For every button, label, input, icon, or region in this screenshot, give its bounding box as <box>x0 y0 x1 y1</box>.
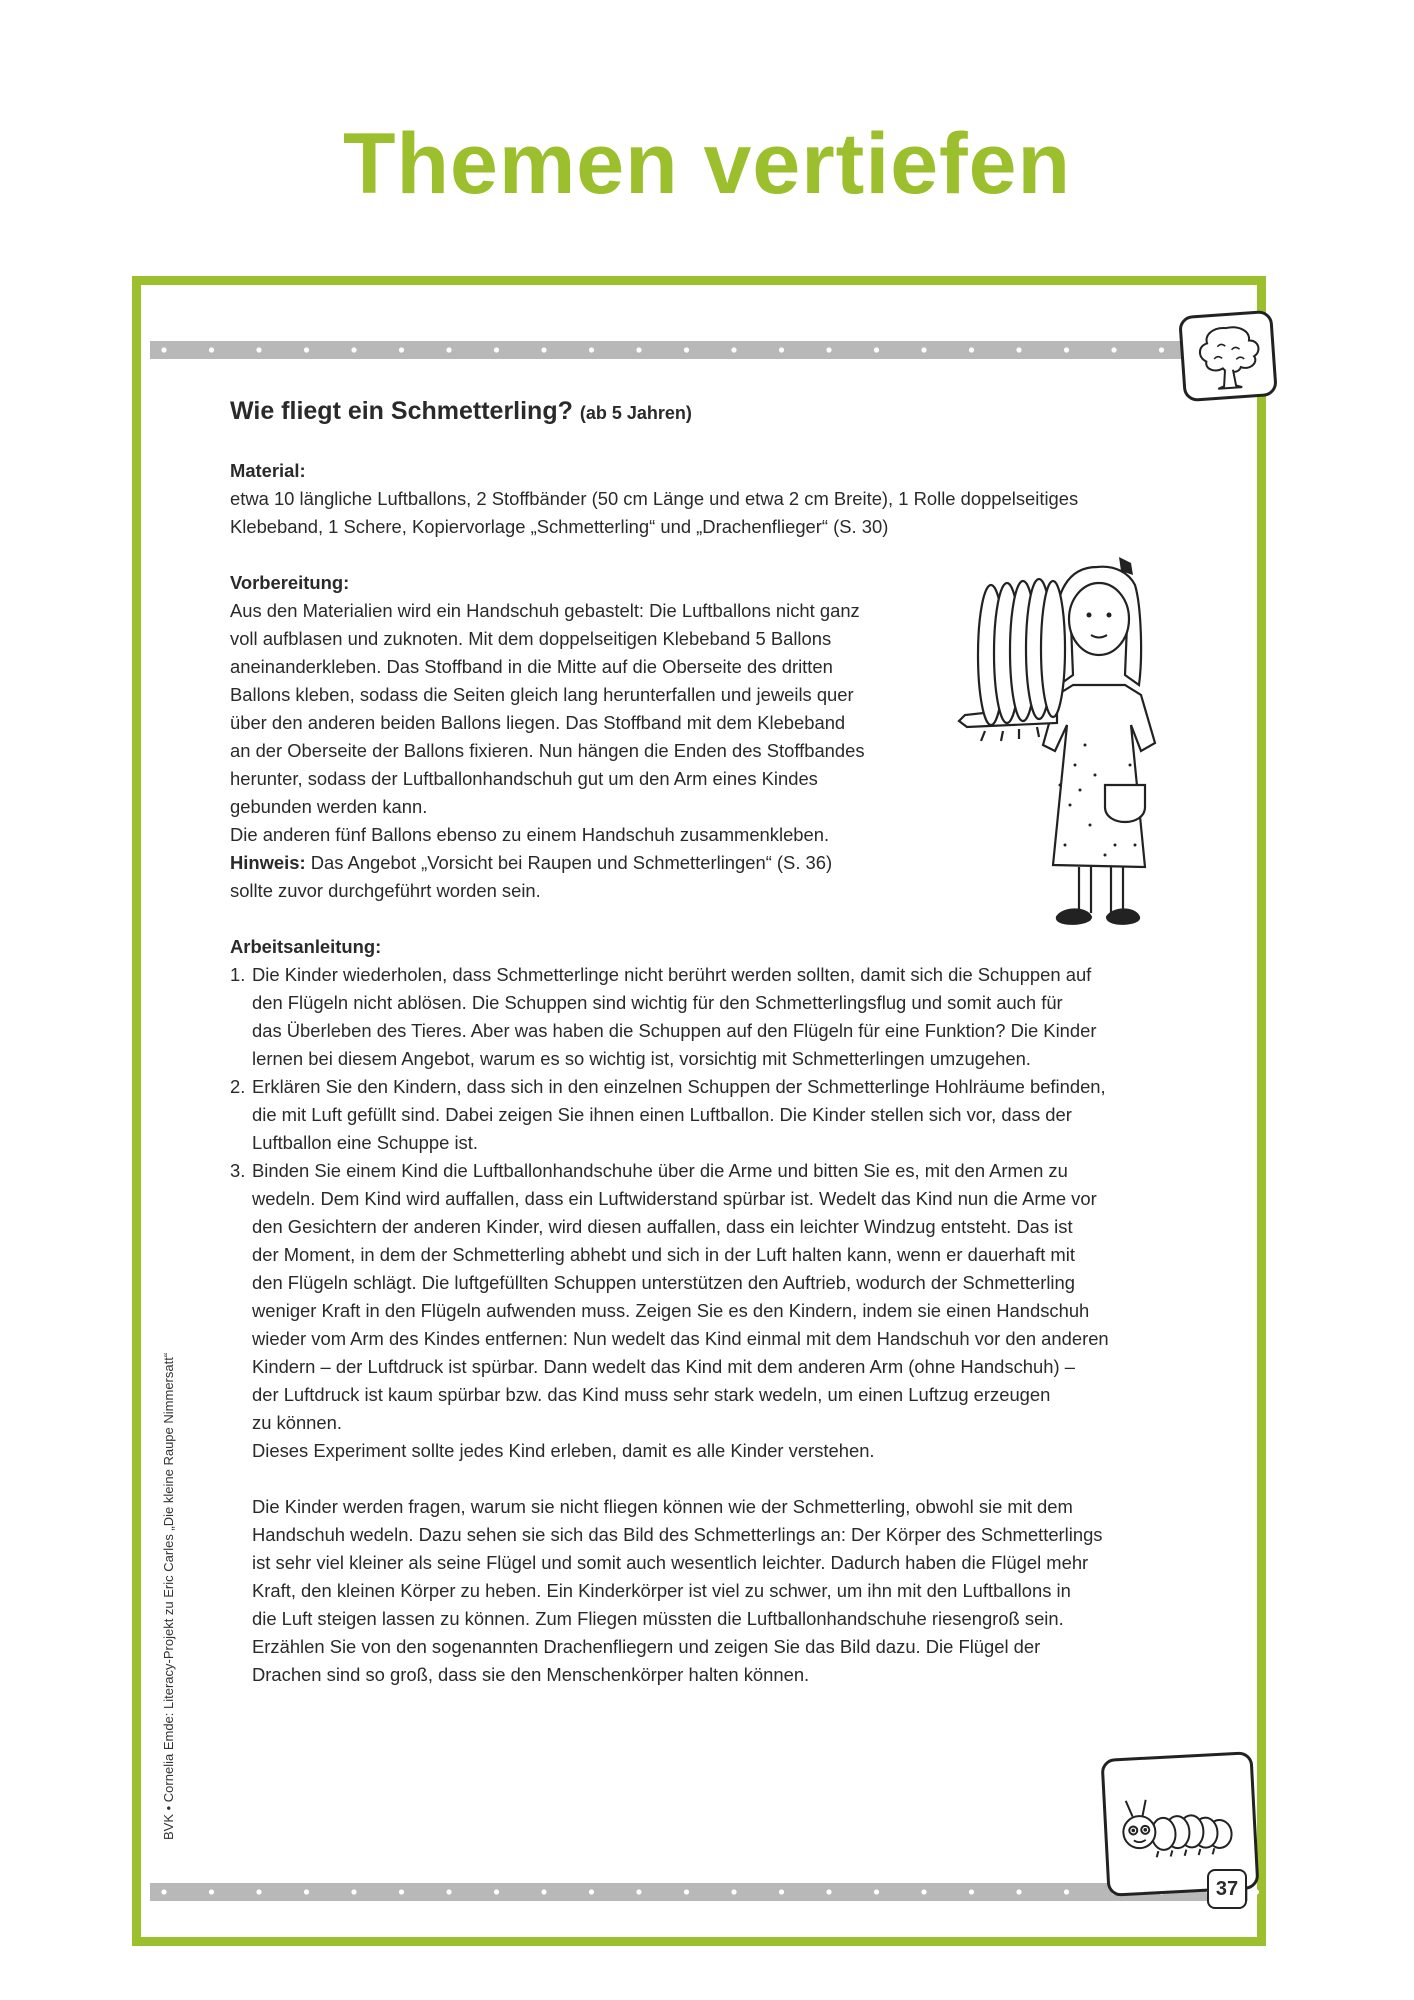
prep-line: über den anderen beiden Ballons liegen. Das Stoffband mit dem Klebeband <box>230 712 846 733</box>
bar-dot <box>446 347 451 352</box>
step-line: wedeln. Dem Kind wird auffallen, dass ein Luftwiderstand spürbar ist. Wedelt das Kind nun die Arme vor <box>252 1188 1097 1209</box>
age-range: (ab 5 Jahren) <box>579 403 692 423</box>
closing-line: ist sehr viel kleiner als seine Flügel und somit auch wesentlich leichter. Dadurch haben die Flügel mehr <box>252 1552 1089 1573</box>
bar-dot <box>541 347 546 352</box>
bar-dot <box>684 347 689 352</box>
bar-dot <box>351 347 356 352</box>
bar-dot <box>161 1889 166 1894</box>
bar-dot <box>494 347 499 352</box>
bar-dot <box>1159 347 1164 352</box>
bar-dot <box>684 1889 689 1894</box>
prep-line: an der Oberseite der Ballons fixieren. Nun hängen die Enden des Stoffbandes <box>230 740 865 761</box>
bar-dot <box>1111 347 1116 352</box>
step-3 <box>230 1157 1190 1465</box>
bar-dot <box>874 347 879 352</box>
closing-line: Drachen sind so groß, dass sie den Menschenkörper halten können. <box>252 1664 810 1685</box>
prep-line: Die anderen fünf Ballons ebenso zu einem Handschuh zusammenkleben. <box>230 824 830 845</box>
prep-line: aneinanderkleben. Das Stoffband in die Mitte auf die Oberseite des dritten <box>230 656 833 677</box>
credit-line: BVK • Cornelia Emde: Literacy-Projekt zu Eric Carles „Die kleine Raupe Nimmersatt“ <box>161 1352 176 1840</box>
bar-dot <box>399 1889 404 1894</box>
prep-line: herunter, sodass der Luftballonhandschuh gut um den Arm eines Kindes <box>230 768 818 789</box>
bar-dot <box>874 1889 879 1894</box>
step-line: Dieses Experiment sollte jedes Kind erleben, damit es alle Kinder verstehen. <box>252 1440 875 1461</box>
bar-dot <box>731 1889 736 1894</box>
activity-heading <box>230 395 1190 429</box>
bar-dot <box>589 347 594 352</box>
hint-line <box>230 849 920 877</box>
material-line: Klebeband, 1 Schere, Kopiervorlage „Schmetterling“ und „Drachenflieger“ (S. 30) <box>230 516 889 537</box>
closing-line: Kraft, den kleinen Körper zu heben. Ein Kinderkörper ist viel zu schwer, um ihn mit den Luftballons in <box>252 1580 1071 1601</box>
step-line: wieder vom Arm des Kindes entfernen: Nun wedelt das Kind einmal mit dem Handschuh vor den anderen <box>252 1328 1109 1349</box>
step-line: die mit Luft gefüllt sind. Dabei zeigen Sie ihnen einen Luftballon. Die Kinder stellen sich vor, dass der <box>252 1104 1072 1125</box>
bar-dot <box>494 1889 499 1894</box>
bar-dot <box>1016 347 1021 352</box>
bar-dot <box>256 1889 261 1894</box>
step-line: Erklären Sie den Kindern, dass sich in den einzelnen Schuppen der Schmetterlinge Hohlräume befinden, <box>252 1076 1106 1097</box>
bar-dot <box>969 1889 974 1894</box>
dotted-bar-top <box>150 341 1248 359</box>
activity-content <box>230 395 1190 1689</box>
bar-dot <box>731 347 736 352</box>
bar-dot <box>304 347 309 352</box>
hint-label: Hinweis: <box>230 852 306 873</box>
preparation-section <box>230 569 920 905</box>
closing-line: Handschuh wedeln. Dazu sehen sie sich das Bild des Schmetterlings an: Der Körper des Schmetterlings <box>252 1524 1103 1545</box>
bar-dot <box>921 347 926 352</box>
step-1 <box>230 961 1190 1073</box>
bar-dot <box>1254 1889 1259 1894</box>
page-number: 37 <box>1207 1869 1247 1909</box>
prep-line: voll aufblasen und zuknoten. Mit dem doppelseitigen Klebeband 5 Ballons <box>230 628 832 649</box>
bar-dot <box>1064 1889 1069 1894</box>
bar-dot <box>1016 1889 1021 1894</box>
dots-bottom <box>150 1883 1266 1901</box>
bar-dot <box>1064 347 1069 352</box>
closing-line: Die Kinder werden fragen, warum sie nicht fliegen können wie der Schmetterling, obwohl sie mit dem <box>252 1496 1073 1517</box>
step-line: lernen bei diesem Angebot, warum es so wichtig ist, vorsichtig mit Schmetterlingen umzugehen. <box>252 1048 1031 1069</box>
activity-title: Wie fliegt ein Schmetterling? <box>230 397 573 425</box>
bar-dot <box>446 1889 451 1894</box>
prep-line: Ballons kleben, sodass die Seiten gleich lang herunterfallen und jeweils quer <box>230 684 854 705</box>
bar-dot <box>636 347 641 352</box>
instructions-label: Arbeitsanleitung: <box>230 936 382 957</box>
tree-icon <box>1178 310 1278 402</box>
step-number: 2. <box>230 1076 246 1097</box>
page-title: Themen vertiefen <box>342 116 1072 212</box>
bar-dot <box>921 1889 926 1894</box>
dotted-bar-bottom <box>150 1883 1248 1901</box>
bar-dot <box>209 1889 214 1894</box>
bar-dot <box>304 1889 309 1894</box>
step-line: der Moment, in dem der Schmetterling abhebt und sich in der Luft halten kann, wenn er dauerhaft mit <box>252 1244 1075 1265</box>
bar-dot <box>779 347 784 352</box>
bar-dot <box>351 1889 356 1894</box>
closing-line: Erzählen Sie von den sogenannten Drachenfliegern und zeigen Sie das Bild dazu. Die Flügel der <box>252 1636 1041 1657</box>
step-number: 1. <box>230 964 246 985</box>
preparation-label: Vorbereitung: <box>230 572 350 593</box>
step-line: Die Kinder wiederholen, dass Schmetterlinge nicht berührt werden sollten, damit sich die Schuppen auf <box>252 964 1092 985</box>
material-label: Material: <box>230 460 306 481</box>
hint-text: Das Angebot „Vorsicht bei Raupen und Schmetterlingen“ (S. 36) <box>310 852 833 873</box>
step-line: Kindern – der Luftdruck ist spürbar. Dann wedelt das Kind mit dem anderen Arm (ohne Handschuh) – <box>252 1356 1075 1377</box>
step-number: 3. <box>230 1160 246 1181</box>
bar-dot <box>589 1889 594 1894</box>
step-line: Binden Sie einem Kind die Luftballonhandschuhe über die Arme und bitten Sie es, mit den Armen zu <box>252 1160 1068 1181</box>
step-line: weniger Kraft in den Flügeln aufwenden muss. Zeigen Sie es den Kindern, indem sie einen Handschuh <box>252 1300 1090 1321</box>
step-line: den Flügeln schlägt. Die luftgefüllten Schuppen unterstützen den Auftrieb, wodurch der Schmetterling <box>252 1272 1075 1293</box>
bar-dot <box>541 1889 546 1894</box>
step-line: Luftballon eine Schuppe ist. <box>252 1132 478 1153</box>
bar-dot <box>161 347 166 352</box>
step-line: den Flügeln nicht ablösen. Die Schuppen sind wichtig für den Schmetterlingsflug und somit auch für <box>252 992 1063 1013</box>
bar-dot <box>256 347 261 352</box>
step-line: den Gesichtern der anderen Kinder, wird diesen auffallen, dass ein leichter Windzug entsteht. Das ist <box>252 1216 1073 1237</box>
step-line: der Luftdruck ist kaum spürbar bzw. das Kind muss sehr stark wedeln, um einen Luftzug erzeugen <box>252 1384 1051 1405</box>
bar-dot <box>826 1889 831 1894</box>
step-line: zu können. <box>252 1412 342 1433</box>
bar-dot <box>209 347 214 352</box>
material-line: etwa 10 längliche Luftballons, 2 Stoffbänder (50 cm Länge und etwa 2 cm Breite), 1 Rolle doppelseitiges <box>230 488 1079 509</box>
bar-dot <box>779 1889 784 1894</box>
prep-line: Aus den Materialien wird ein Handschuh gebastelt: Die Luftballons nicht ganz <box>230 600 860 621</box>
dots-top <box>150 341 1266 359</box>
bar-dot <box>399 347 404 352</box>
closing-line: die Luft steigen lassen zu können. Zum Fliegen müssten die Luftballonhandschuhe riesengroß sein. <box>252 1608 1064 1629</box>
bar-dot <box>969 347 974 352</box>
step-line: das Überleben des Tieres. Aber was haben die Schuppen auf den Flügeln für eine Funktion? Die Kinder <box>252 1020 1097 1041</box>
bar-dot <box>826 347 831 352</box>
prep-line: gebunden werden kann. <box>230 796 428 817</box>
step-2 <box>230 1073 1190 1157</box>
instruction-steps <box>230 961 1190 1465</box>
closing-paragraph <box>230 1493 1190 1689</box>
bar-dot <box>636 1889 641 1894</box>
hint-line: sollte zuvor durchgeführt worden sein. <box>230 880 541 901</box>
